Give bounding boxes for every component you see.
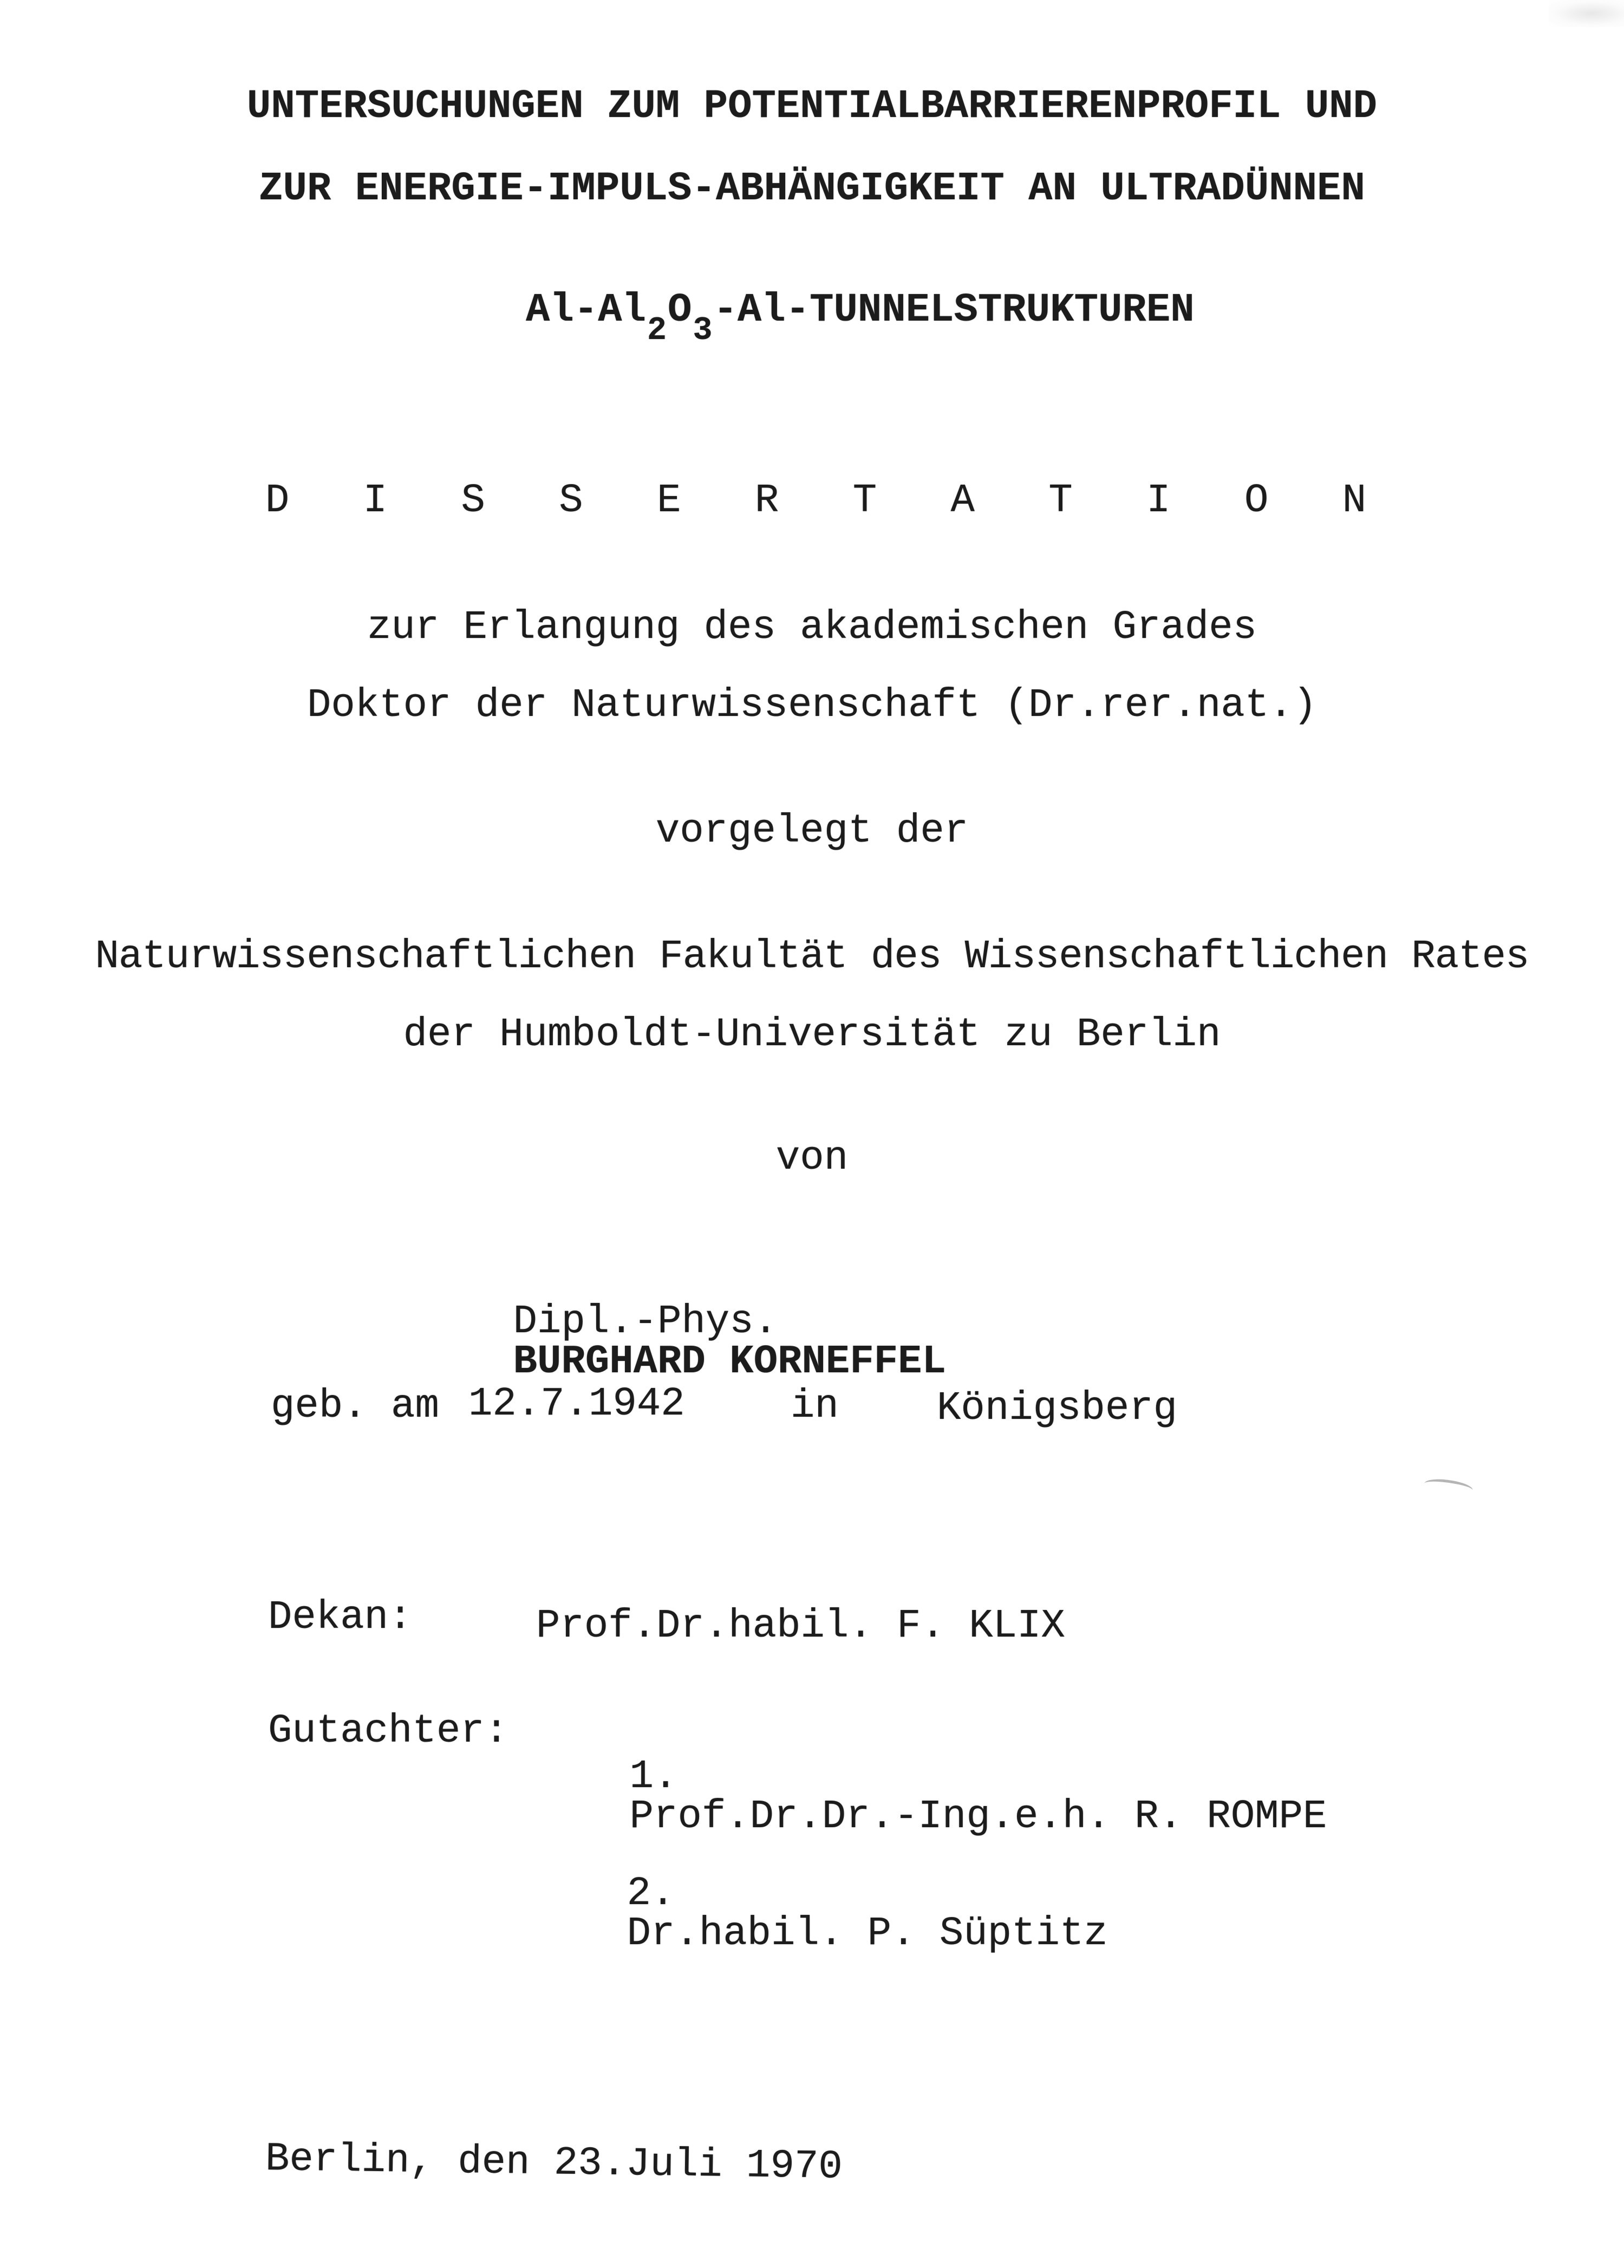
purpose-line-2: Doktor der Naturwissenschaft (Dr.rer.nat.) <box>306 683 1318 728</box>
formula-subscript-3: 3 <box>693 312 713 349</box>
birth-place: Königsberg <box>937 1386 1178 1431</box>
scan-smudge <box>1549 0 1624 27</box>
submitted-to-label: vorgelegt der <box>655 809 969 854</box>
formula-subscript-2: 2 <box>647 312 667 349</box>
title-line-3-formula <box>0 250 1624 370</box>
reviewer-1-number: 1. <box>629 1754 678 1800</box>
title-line-1: UNTERSUCHUNGEN ZUM POTENTIALBARRIERENPROFIL UND <box>246 84 1378 129</box>
dean-label: Dekan: <box>268 1595 413 1640</box>
stray-pen-mark <box>1424 1477 1474 1497</box>
reviewer-2 <box>531 1834 1108 1994</box>
institution-line-2: der Humboldt-Universität zu Berlin <box>403 1012 1221 1058</box>
dissertation-heading: D I S S E R T A T I O N <box>265 478 1392 524</box>
place-and-date: Berlin, den 23.Juli 1970 <box>265 2136 843 2190</box>
reviewer-2-number: 2. <box>627 1871 675 1917</box>
institution-line-1: Naturwissenschaftlichen Fakultät des Wissenschaftlichen Rates <box>95 934 1529 980</box>
purpose-line-1: zur Erlangung des akademischen Grades <box>367 605 1257 650</box>
birth-in-label: in <box>791 1384 839 1429</box>
reviewer-2-name: Dr.habil. P. Süptitz <box>627 1911 1108 1957</box>
reviewer-1-name: Prof.Dr.Dr.-Ing.e.h. R. ROMPE <box>629 1794 1327 1840</box>
dean-name: Prof.Dr.habil. F. KLIX <box>536 1604 1065 1649</box>
title-line-2: ZUR ENERGIE-IMPULS-ABHÄNGIGKEIT AN ULTRADÜNNEN <box>259 166 1365 212</box>
formula-oxygen: O <box>668 288 692 333</box>
author-name: BURGHARD KORNEFFEL <box>513 1339 946 1385</box>
by-label: von <box>775 1136 849 1181</box>
birth-prefix: geb. am <box>271 1384 439 1429</box>
formula-suffix: -Al-TUNNELSTRUKTUREN <box>713 288 1195 333</box>
formula-prefix: Al-Al <box>525 288 647 333</box>
author-degree: Dipl.-Phys. <box>513 1299 778 1345</box>
reviewers-label: Gutachter: <box>268 1709 509 1754</box>
birth-date: 12.7.1942 <box>468 1381 685 1427</box>
